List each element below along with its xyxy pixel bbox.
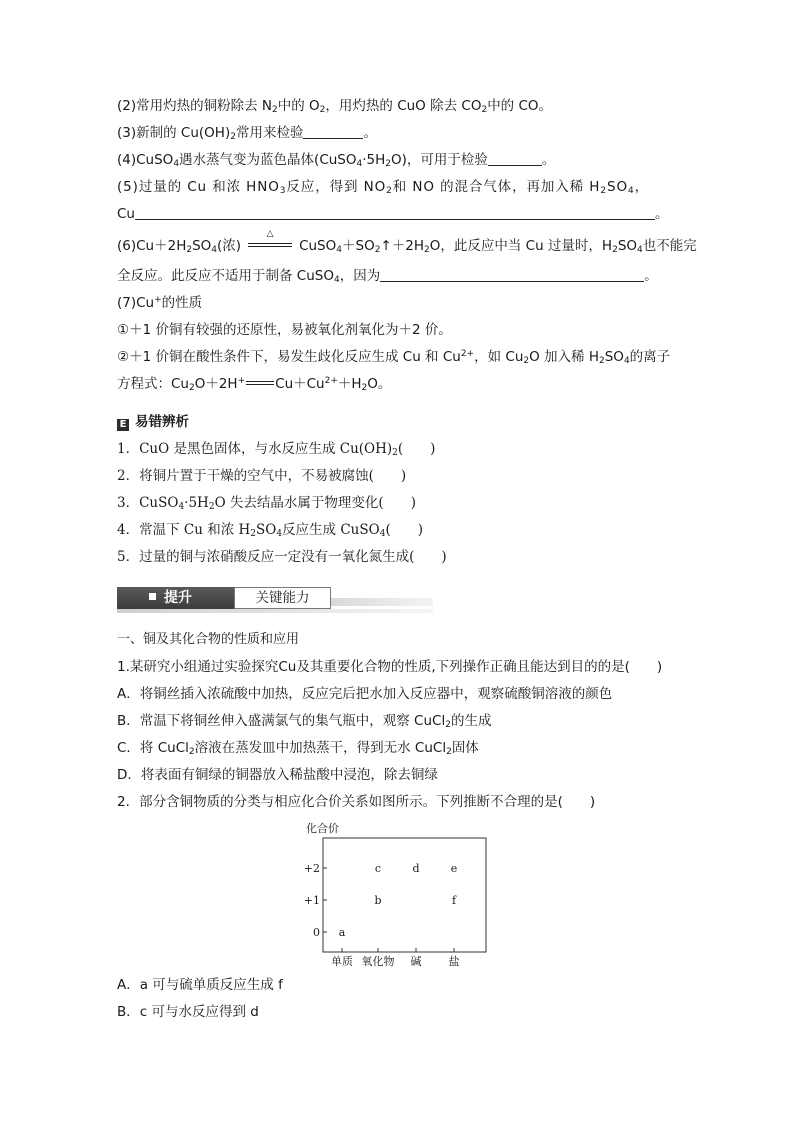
q2-option-a[interactable]: A．a 可与硫单质反应生成 f (117, 977, 283, 993)
item-7-point-2: ②＋1 价铜在酸性条件下，易发生歧化反应生成 Cu 和 $Cu^{2+}$，如 $Cu_2O$ 加入稀 $H_2SO_4$的离子 (117, 349, 671, 366)
point-d: d (412, 862, 420, 875)
error-item-5: 5．过量的铜与浓硝酸反应一定没有一氧化氮生成( ) (117, 549, 447, 565)
item-4: (4)CuSO$_4$遇水蒸气变为蓝色晶体$(CuSO_4\cdot 5H_2O)$，可用于检验 。 (117, 152, 556, 169)
item-2: (2)常用灼热的铜粉除去 $N_2$中的 $O_2$，用灼热的 CuO 除去 $CO_2$中的 CO。 (117, 98, 553, 115)
item-5-equation: Cu 。 (117, 206, 669, 222)
point-a: a (338, 926, 346, 939)
answer-blank[interactable] (135, 205, 655, 220)
equals-sign (246, 381, 274, 385)
item-6: $(6)Cu+2H_2SO_4$(浓) △ $CuSO_4+SO_2↑+2H_2O$，此反应中当 Cu 过量时，$H_2SO_4$也不能完 (117, 236, 697, 256)
x-tick-label: 单质 (331, 955, 353, 968)
answer-blank[interactable] (488, 151, 542, 166)
section-banner (117, 584, 433, 614)
x-tick-label: 盐 (448, 955, 460, 968)
q1-option-a[interactable]: A．将铜丝插入浓硫酸中加热，反应完后把水加入反应器中，观察硫酸铜溶液的颜色 (117, 686, 613, 702)
heat-symbol: △ (266, 229, 274, 239)
errors-heading: E 易错辨析 (117, 410, 189, 431)
ionic-equation: 方程式：$Cu_2O+2H^+$ $Cu+Cu^{2+}+H_2O$。 (117, 376, 392, 393)
point-b: b (374, 894, 382, 907)
error-item-2: 2．将铜片置于干燥的空气中，不易被腐蚀( ) (117, 468, 407, 484)
chart-ylabel: 化合价 (306, 822, 339, 835)
error-item-1: 1．CuO 是黑色固体，与水反应生成 $Cu(OH)_2$( ) (117, 441, 436, 458)
q2-option-b[interactable]: B．c 可与水反应得到 d (117, 1004, 259, 1020)
y-tick-label: +2 (303, 862, 320, 875)
item-3: (3)新制的 $Cu(OH)_2$常用来检验 。 (117, 125, 377, 142)
point-f: f (451, 894, 457, 907)
point-e: e (450, 862, 458, 875)
item-7: (7)Cu+的性质 (117, 295, 203, 311)
answer-blank[interactable] (380, 267, 644, 282)
question-1: 1.某研究小组通过实验探究Cu及其重要化合物的性质,下列操作正确且能达到目的的是( ) (117, 659, 663, 675)
y-tick-label: 0 (313, 926, 320, 939)
banner-title: 关键能力 (234, 587, 331, 609)
q1-option-c[interactable]: C．将 CuCl$_2$溶液在蒸发皿中加热蒸干，得到无水 CuCl$_2$固体 (117, 740, 479, 757)
item-6-cont: 全反应。此反应不适用于制备 CuSO$_4$，因为 。 (117, 268, 658, 285)
item-7-point-1: ①＋1 价铜有较强的还原性，易被氧化剂氧化为＋2 价。 (117, 322, 452, 338)
item-5: (5)过量的 Cu 和浓 $HNO_3$反应，得到 $NO_2$和 NO 的混合气体，再加入稀 $H_2SO_4$， (117, 179, 650, 196)
chart-frame (323, 838, 486, 952)
valence-chart (296, 818, 496, 968)
q1-option-d[interactable]: D．将表面有铜绿的铜器放入稀盐酸中浸泡，除去铜绿 (117, 767, 438, 783)
question-2: 2．部分含铜物质的分类与相应化合价关系如图所示。下列推断不合理的是( ) (117, 794, 596, 810)
banner-tag: 提升 (117, 587, 234, 609)
x-tick-label: 碱 (410, 955, 422, 968)
error-item-3: 3．$CuSO_4\cdot 5H_2O$ 失去结晶水属于物理变化( ) (117, 495, 416, 512)
square-icon (149, 593, 156, 600)
heat-arrow (245, 229, 295, 256)
error-item-4: 4．常温下 Cu 和浓 $H_2SO_4$反应生成 CuSO$_4$( ) (117, 522, 423, 539)
q1-option-b[interactable]: B．常温下将铜丝伸入盛满氯气的集气瓶中，观察 CuCl$_2$的生成 (117, 713, 492, 730)
point-c: c (374, 862, 382, 875)
part1-heading: 一、铜及其化合物的性质和应用 (117, 632, 300, 647)
errors-mark-icon: E (117, 419, 129, 431)
x-tick-label: 氧化物 (361, 955, 395, 968)
y-tick-label: +1 (303, 894, 320, 907)
answer-blank[interactable] (303, 124, 363, 139)
